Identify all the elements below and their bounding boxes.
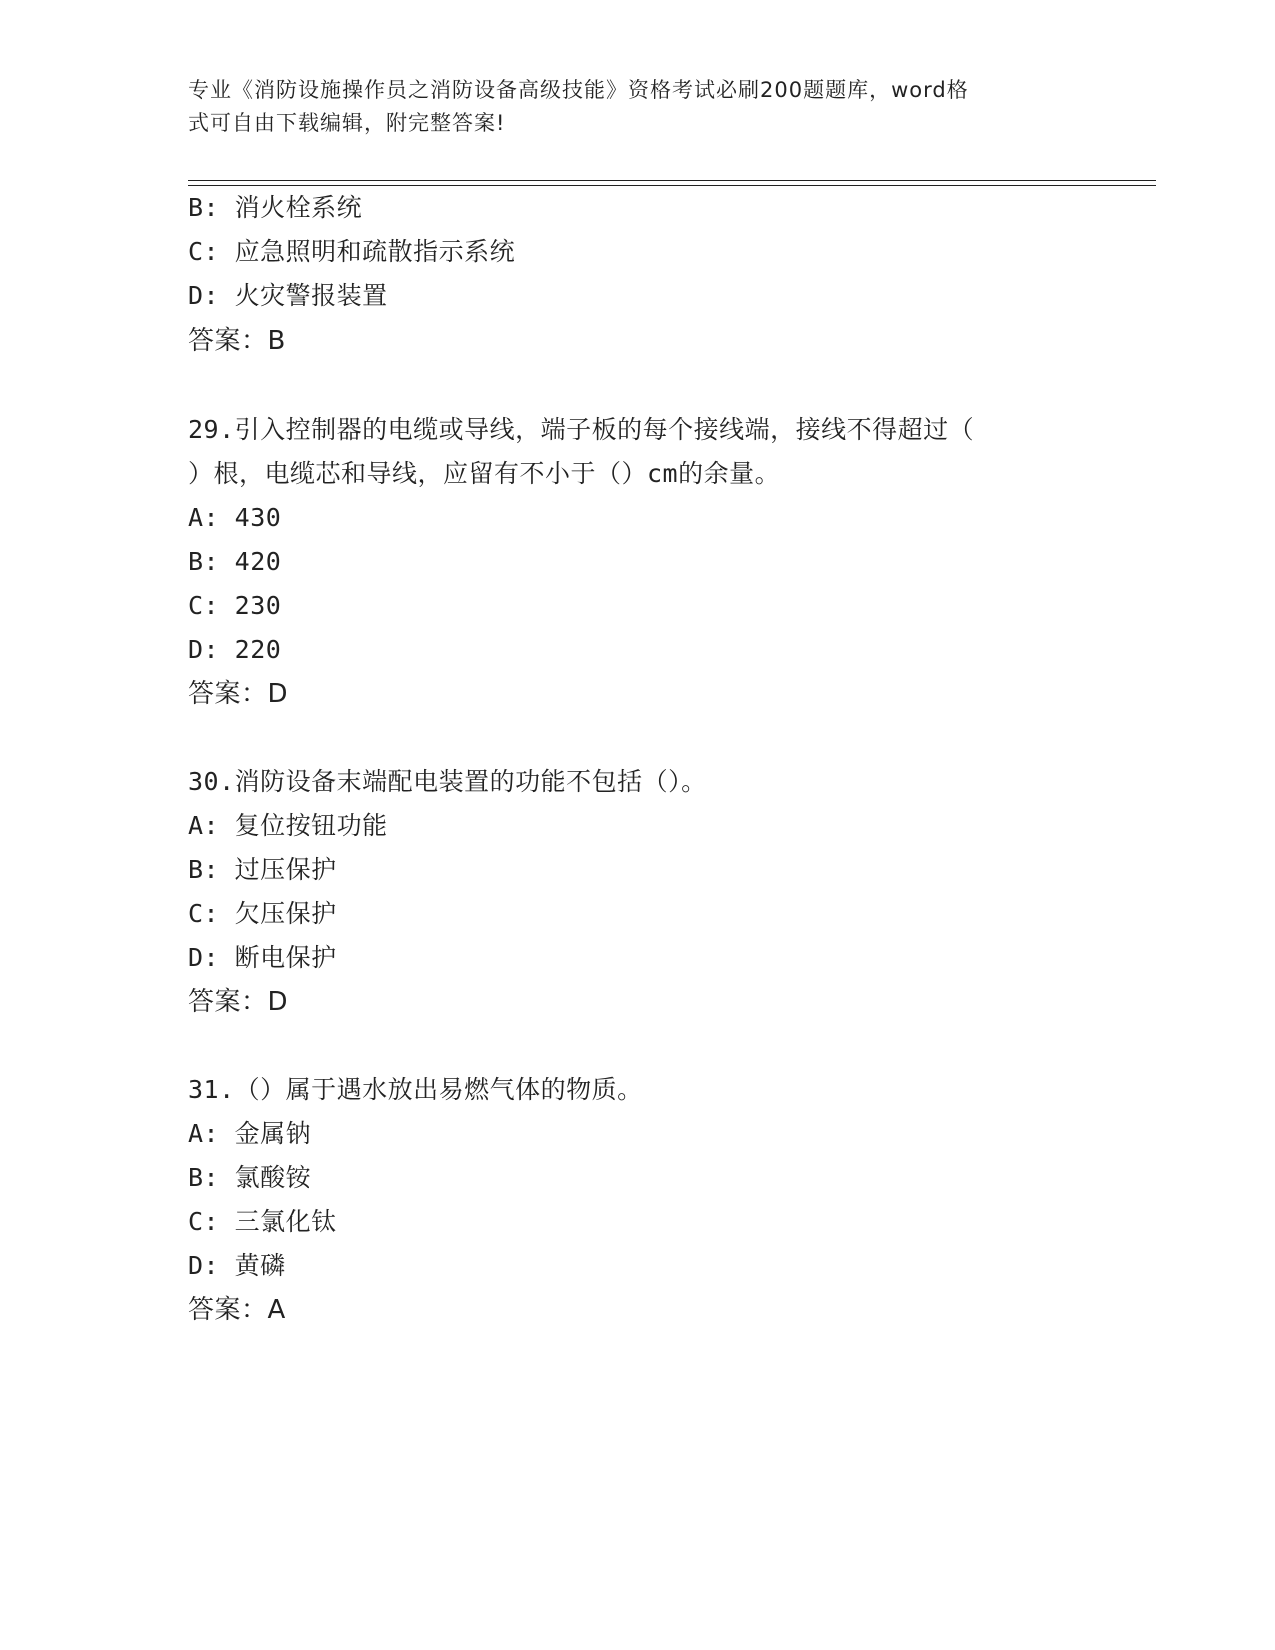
question-29-stem-line-1: 29.引入控制器的电缆或导线，端子板的每个接线端，接线不得超过（ bbox=[188, 415, 975, 444]
option-d: D: 火灾警报装置 bbox=[188, 281, 388, 310]
question-29-option-a: A: 430 bbox=[188, 503, 282, 532]
question-31-option-c: C: 三氯化钛 bbox=[188, 1207, 337, 1236]
question-30-answer: 答案：D bbox=[188, 987, 289, 1017]
question-29-option-d: D: 220 bbox=[188, 635, 282, 664]
header-divider-top bbox=[188, 180, 1156, 181]
question-30-stem: 30.消防设备末端配电装置的功能不包括（）。 bbox=[188, 767, 707, 796]
option-c: C: 应急照明和疏散指示系统 bbox=[188, 237, 516, 266]
header-divider-bottom bbox=[188, 185, 1156, 186]
question-30-option-c: C: 欠压保护 bbox=[188, 899, 337, 928]
question-29-option-b: B: 420 bbox=[188, 547, 282, 576]
question-31-option-a: A: 金属钠 bbox=[188, 1119, 312, 1148]
header-line-2: 式可自由下载编辑，附完整答案! bbox=[188, 111, 506, 135]
question-31-answer: 答案：A bbox=[188, 1295, 286, 1325]
header-line-1: 专业《消防设施操作员之消防设备高级技能》资格考试必刷200题题库，word格 bbox=[188, 78, 969, 102]
document-header bbox=[188, 74, 1068, 140]
question-29-option-c: C: 230 bbox=[188, 591, 282, 620]
question-31-option-b: B: 氯酸铵 bbox=[188, 1163, 312, 1192]
question-29-stem-line-2: ）根，电缆芯和导线，应留有不小于（）cm的余量。 bbox=[188, 459, 781, 488]
question-29-answer: 答案：D bbox=[188, 679, 289, 709]
option-b: B: 消火栓系统 bbox=[188, 193, 363, 222]
question-30-option-a: A: 复位按钮功能 bbox=[188, 811, 388, 840]
question-30-option-b: B: 过压保护 bbox=[188, 855, 337, 884]
question-31-stem: 31.（）属于遇水放出易燃气体的物质。 bbox=[188, 1075, 643, 1104]
answer: 答案：B bbox=[188, 326, 286, 356]
question-31-option-d: D: 黄磷 bbox=[188, 1251, 286, 1280]
question-30-option-d: D: 断电保护 bbox=[188, 943, 337, 972]
